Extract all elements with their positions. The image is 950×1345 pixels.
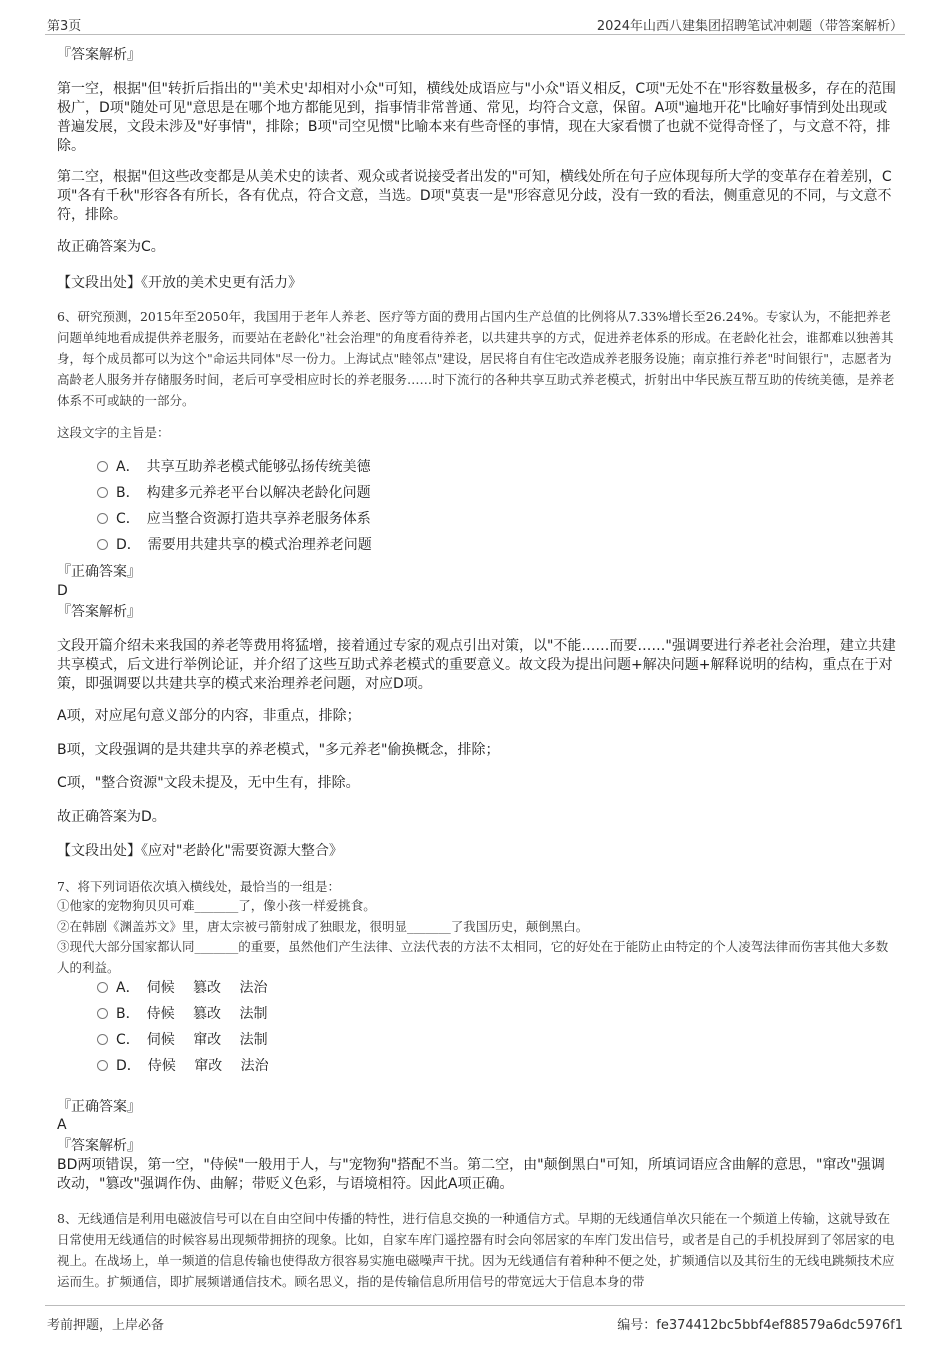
- q7-option-d[interactable]: D． 侍候 窜改 法治: [97, 1057, 269, 1075]
- correct-answer-tag: 『正确答案』: [57, 564, 141, 580]
- question-7-sentence-1: ①他家的宠物狗贝贝可难_______了，像小孩一样爱挑食。: [57, 898, 376, 913]
- question-7-analysis: BD两项错误，第一空，"侍候"一般用于人，与"宠物狗"搭配不当。第二空，由"颠倒黑白"可知，所填词语应含曲解的意思，"窜改"强调改动，"篡改"强调作伪、曲解；带贬义色彩，与语境相符。因此A项正确。: [57, 1157, 885, 1192]
- question-7-sentence-3: ③现代大部分国家都认同_______的重要，虽然他们产生法律、立法代表的方法不太相同，它的好处在于能防止由特定的个人凌驾法律而伤害其他大多数人的利益。: [57, 939, 889, 975]
- page-header: [45, 12, 905, 35]
- radio-icon[interactable]: [97, 982, 108, 993]
- radio-icon[interactable]: [97, 1008, 108, 1019]
- page-footer: [45, 1305, 905, 1333]
- question-6-text: 6、研究预测，2015年至2050年，我国用于老年人养老、医疗等方面的费用占国内生产总值的比例将从7.33%增长至26.24%。专家认为，不能把养老问题单纯地看成提供养老服务，而要站在老龄化"社会治理"的角度看待养老，以共建共享的方式，促进养老体系的形成。在老龄化社会，谁都难以独善其身，每个成员都可以为这个"命运共同体"尽一份力。上海试点"睦邻点"建设，居民将自有住宅改造成养老服务设施；南京推行养老"时间银行"，志愿者为高龄老人服务并存储服务时间，老后可享受相应时长的养老服务……时下流行的各种共享互助式养老模式，折射出中华民族互帮互助的传统美德，是养老体系不可或缺的一部分。: [57, 309, 895, 408]
- q6-option-b-note: B项，文段强调的是共建共享的养老模式，"多元养老"偷换概念，排除；: [57, 742, 500, 758]
- q7-option-a[interactable]: A． 伺候 篡改 法治: [97, 979, 267, 997]
- correct-answer-tag: 『正确答案』: [57, 1099, 141, 1115]
- correct-answer: A: [57, 1117, 67, 1133]
- question-6-prompt: 这段文字的主旨是：: [57, 425, 170, 440]
- q6-option-c-note: C项，"整合资源"文段未提及，无中生有，排除。: [57, 775, 360, 791]
- radio-icon[interactable]: [97, 1034, 108, 1045]
- q6-option-a[interactable]: A． 共享互助养老模式能够弘扬传统美德: [97, 458, 371, 476]
- q6-conclusion: 故正确答案为D。: [57, 809, 166, 825]
- radio-icon[interactable]: [97, 539, 108, 550]
- answer-analysis-tag: 『答案解析』: [57, 604, 141, 620]
- radio-icon[interactable]: [97, 513, 108, 524]
- answer-analysis-tag: 『答案解析』: [57, 47, 141, 63]
- q6-option-d[interactable]: D． 需要用共建共享的模式治理养老问题: [97, 536, 372, 554]
- analysis-paragraph-2: 第二空，根据"但这些改变都是从美术史的读者、观众或者说接受者出发的"可知，横线处所在句子应体现每所大学的变革存在着差别，C项"各有千秋"形容各有所长，各有优点，符合文意，当选。D项"莫衷一是"形容意见分歧，没有一致的看法，侧重意见的不同，与文意不符，排除。: [57, 169, 892, 223]
- question-7-stem: 7、将下列词语依次填入横线处，最恰当的一组是：: [57, 879, 340, 894]
- radio-icon[interactable]: [97, 461, 108, 472]
- radio-icon[interactable]: [97, 1060, 108, 1071]
- question-8-text: 8、无线通信是利用电磁波信号可以在自由空间中传播的特性，进行信息交换的一种通信方式。早期的无线通信单次只能在一个频道上传输，这就导致在日常使用无线通信的时候容易出现频带拥挤的现象。比如，自家车库门遥控器有时会向邻居家的车库门发出信号，或者是自己的手机投屏到了邻居家的电视上。在战场上，单一频道的信息传输也使得敌方很容易实施电磁噪声干扰。因为无线通信有着种种不便之处，扩频通信以及其衍生的无线电跳频技术应运而生。扩频通信，即扩展频谱通信技术。顾名思义，指的是传输信息所用信号的带宽远大于信息本身的带: [57, 1211, 895, 1289]
- q6-passage-source: 【文段出处】《应对"老龄化"需要资源大整合》: [57, 843, 343, 859]
- page-number: 第3页: [47, 19, 82, 34]
- document-id: 编号：fe374412bc5bbf4ef88579a6dc5976f1: [617, 1318, 903, 1333]
- q6-option-a-note: A项，对应尾句意义部分的内容，非重点，排除；: [57, 708, 361, 724]
- radio-icon[interactable]: [97, 487, 108, 498]
- question-6-analysis: 文段开篇介绍未来我国的养老等费用将猛增，接着通过专家的观点引出对策，以"不能……而要……"强调要进行养老社会治理，建立共建共享模式，后文进行举例论证，并介绍了这些互助式养老模式的重要意义。故文段为提出问题+解决问题+解释说明的结构，重点在于对策，即强调要以共建共享的模式来治理养老问题，对应D项。: [57, 638, 896, 692]
- analysis-paragraph-1: 第一空，根据"但"转折后指出的"'美术史'却相对小众"可知，横线处成语应与"小众"语义相反，C项"无处不在"形容数量极多，存在的范围极广，D项"随处可见"意思是在哪个地方都能见到，指事情非常普通、常见，均符合文意，保留。A项"遍地开花"比喻好事情到处出现或普遍发展，文段未涉及"好事情"，排除；B项"司空见惯"比喻本来有些奇怪的事情，现在大家看惯了也就不觉得奇怪了，与文意不符，排除。: [57, 81, 896, 154]
- answer-analysis-tag: 『答案解析』: [57, 1138, 141, 1154]
- document-title: 2024年山西八建集团招聘笔试冲刺题（带答案解析）: [596, 19, 903, 34]
- passage-source: 【文段出处】《开放的美术史更有活力》: [57, 275, 302, 291]
- analysis-conclusion: 故正确答案为C。: [57, 239, 165, 255]
- correct-answer: D: [57, 583, 68, 599]
- footer-slogan: 考前押题，上岸必备: [47, 1318, 165, 1333]
- q6-option-b[interactable]: B． 构建多元养老平台以解决老龄化问题: [97, 484, 371, 502]
- question-7-sentence-2: ②在韩剧《渊盖苏文》里，唐太宗被弓箭射成了独眼龙，很明显_______了我国历史，颠倒黑白。: [57, 919, 589, 934]
- q6-option-c[interactable]: C． 应当整合资源打造共享养老服务体系: [97, 510, 371, 528]
- q7-option-c[interactable]: C． 伺候 窜改 法制: [97, 1031, 268, 1049]
- q7-option-b[interactable]: B． 侍候 篡改 法制: [97, 1005, 268, 1023]
